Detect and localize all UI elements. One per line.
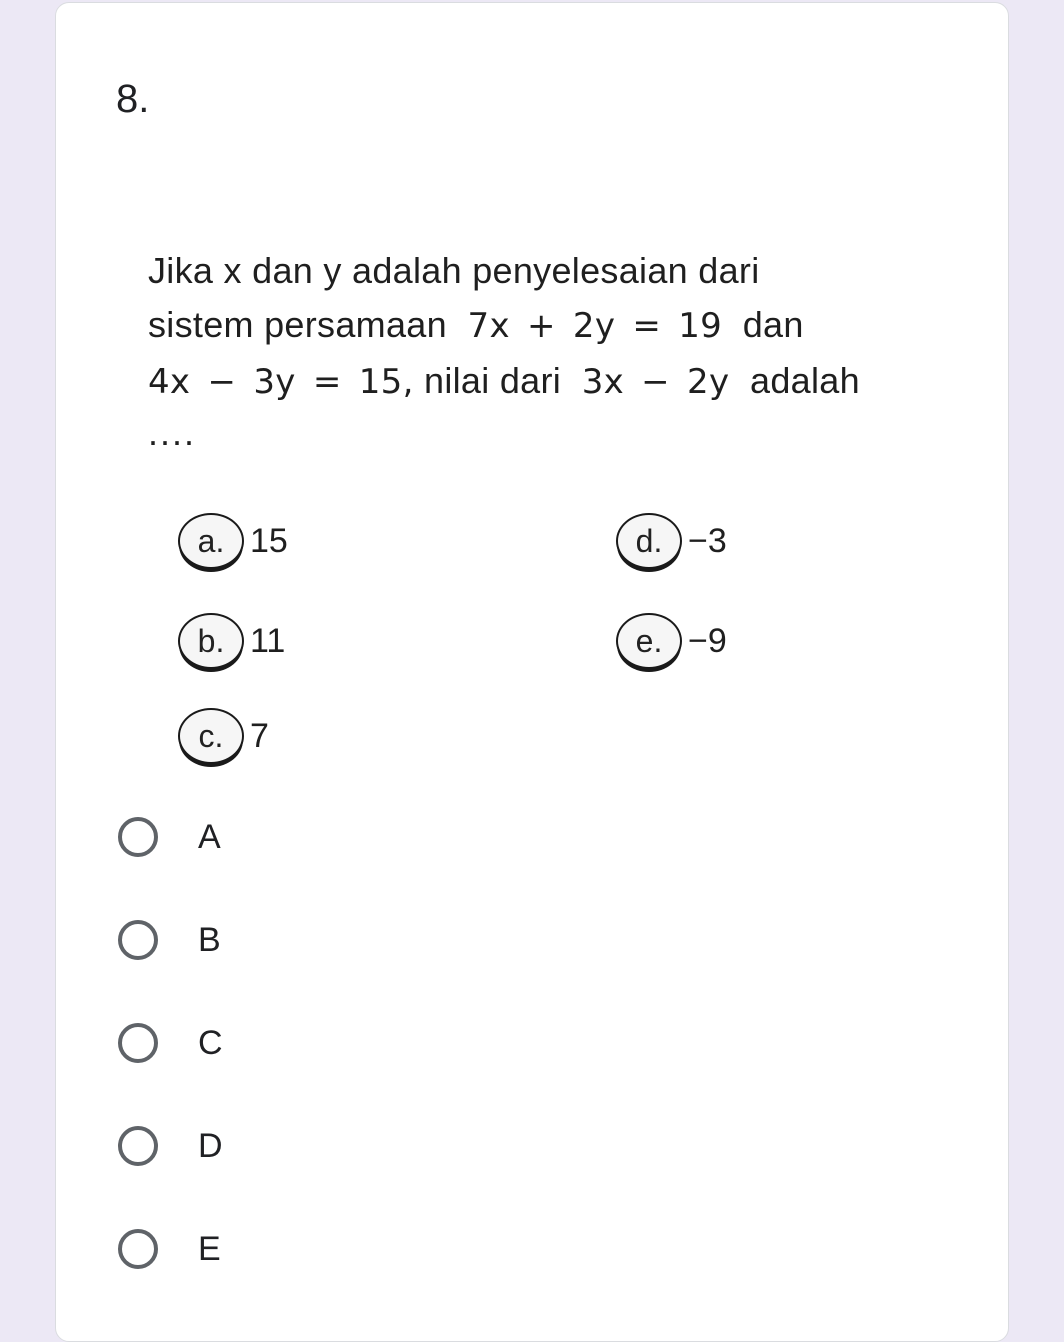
question-number: 8. xyxy=(116,77,150,121)
option-d xyxy=(616,513,727,569)
equation-1: 7x + 2y = 19 xyxy=(467,306,723,346)
choice-b[interactable] xyxy=(118,916,221,964)
question-card xyxy=(55,2,1009,1342)
radio-button-a[interactable] xyxy=(118,817,158,857)
option-e xyxy=(616,613,727,669)
question-text-line-2: sistem persamaan 7x + 2y = 19 dan xyxy=(148,304,804,346)
choice-a-label: A xyxy=(198,817,221,856)
choice-c-label: C xyxy=(198,1023,223,1062)
option-d-letter: d. xyxy=(616,513,682,569)
question-ellipsis: .... xyxy=(148,412,197,453)
choice-b-label: B xyxy=(198,920,221,959)
question-text-line-1: Jika x dan y adalah penyelesaian dari xyxy=(148,250,760,291)
equation-2: 4x − 3y = 15, xyxy=(148,362,414,402)
option-b-value: 11 xyxy=(250,621,286,660)
radio-button-b[interactable] xyxy=(118,920,158,960)
option-a-letter: a. xyxy=(178,513,244,569)
option-e-letter: e. xyxy=(616,613,682,669)
choice-d-label: D xyxy=(198,1126,223,1165)
radio-button-e[interactable] xyxy=(118,1229,158,1269)
radio-button-d[interactable] xyxy=(118,1126,158,1166)
option-a-value: 15 xyxy=(250,521,288,560)
option-c-letter: c. xyxy=(178,708,244,764)
radio-button-c[interactable] xyxy=(118,1023,158,1063)
option-b xyxy=(178,613,285,669)
question-text-line-3: 4x − 3y = 15, nilai dari 3x − 2y adalah xyxy=(148,360,860,402)
option-d-value: −3 xyxy=(688,521,727,560)
choice-c[interactable] xyxy=(118,1019,223,1067)
option-a xyxy=(178,513,288,569)
choice-e-label: E xyxy=(198,1229,221,1268)
choice-a[interactable] xyxy=(118,813,221,861)
choice-d[interactable] xyxy=(118,1122,223,1170)
choice-e[interactable] xyxy=(118,1225,221,1273)
option-c-value: 7 xyxy=(250,716,269,755)
question-image xyxy=(116,243,946,783)
option-c xyxy=(178,708,269,764)
option-e-value: −9 xyxy=(688,621,727,660)
option-b-letter: b. xyxy=(178,613,244,669)
expression: 3x − 2y xyxy=(581,362,730,402)
